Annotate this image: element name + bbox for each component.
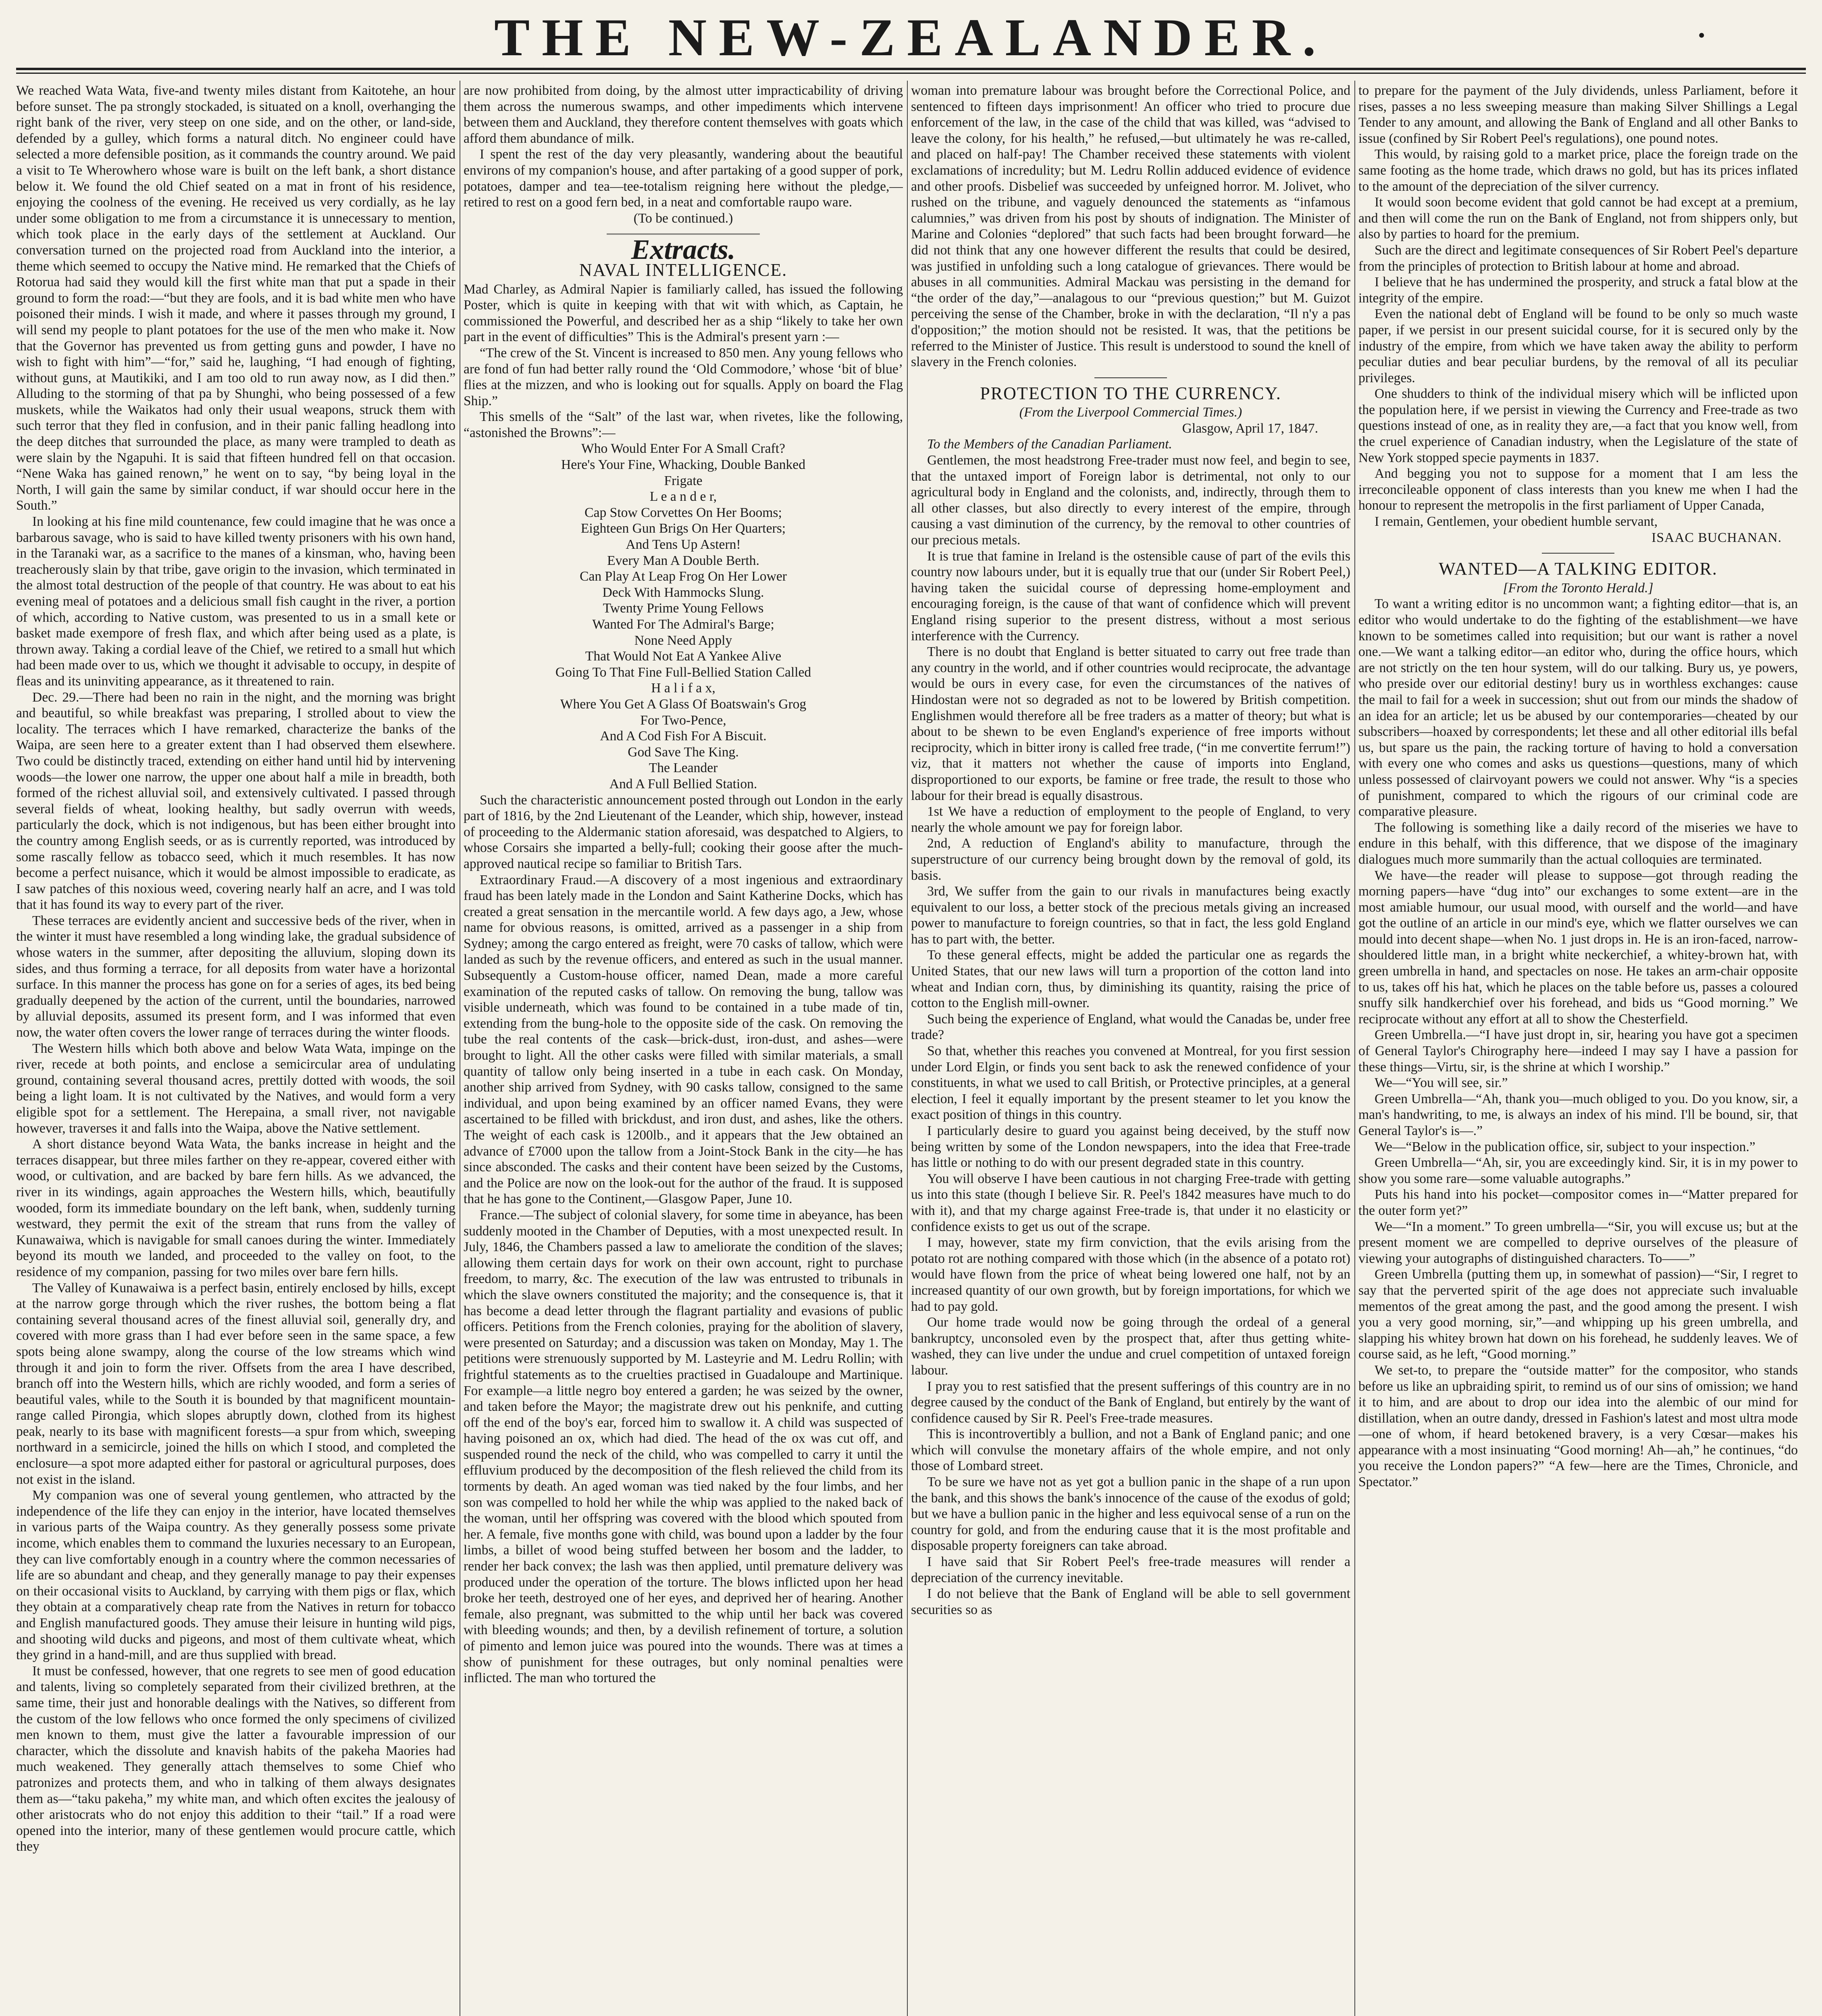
paragraph: I pray you to rest satisfied that the present sufferings of this country are in no degree caused by the conduct of the Bank of England, but entirely by the want of confidence caused by Sir R. Peel's Free-trade measures. — [911, 1379, 1350, 1426]
verse-line: Who Would Enter For A Small Craft? — [581, 441, 785, 456]
paragraph: Such the characteristic announcement posted through out London in the early part of 1816, by the 2nd Lieutenant of the Leander, which ship, however, instead of proceeding to the Aldermanic station aforesaid, was despatched to Algiers, to whose Corsairs she imparted a belly-full; cooking their goose after the much-approved nautical recipe so familiar to British Tars. — [464, 792, 903, 871]
masthead-rule — [16, 73, 1806, 74]
paragraph: We—“In a moment.” To green umbrella—“Sir, you will excuse us; but at the present moment we are compelled to deprive ourselves of the pleasure of viewing your autographs of distinguished characters. To——” — [1358, 1219, 1798, 1266]
paragraph: A short distance beyond Wata Wata, the banks increase in height and the terraces disappear, but three miles farther on they re-appear, covered either with wood, or cultivation, and are backed by bare fern hills. As we advanced, the river in its windings, again approaches the Western hills, which, beautifully wooded, form its immediate boundary on the left bank, when, suddenly turning westward, they permit the exit of the stream that runs from the valley of Kunawaiwa, which is navigable for small canoes during the winter. Immediately beyond its mouth we landed, and proceeded to the valley on foot, to the residence of my companion, passing for two miles over bare fern hills. — [16, 1137, 456, 1279]
paragraph: to prepare for the payment of the July dividends, unless Parliament, before it rises, passes a no less sweeping measure than making Silver Shillings a Legal Tender to any amount, and allowing the Bank of England and all other Banks to issue (confined by Sir Robert Peel's regulations), one pound notes. — [1358, 83, 1798, 146]
paragraph: 1st We have a reduction of employment to the people of England, to very nearly the whole amount we pay for foreign labor. — [911, 804, 1350, 835]
paragraph: Even the national debt of England will be found to be only so much waste paper, if we persist in our present suicidal course, for it is secured only by the industry of the empire, from which we have taken away the ability to perform peculiar duties and bear peculiar burdens, by the removal of all its peculiar privileges. — [1358, 306, 1798, 385]
dateline: Glasgow, April 17, 1847. — [1182, 421, 1318, 436]
paragraph: This is incontrovertibly a bullion, and not a Bank of England panic; and one which will convulse the monetary affairs of the whole empire, and not only those of Lombard street. — [911, 1427, 1350, 1474]
verse-line: That Would Not Eat A Yankee Alive — [585, 649, 782, 664]
paragraph: My companion was one of several young gentlemen, who attracted by the independence of the life they can enjoy in the interior, have located themselves in various parts of the Waipa country. As they generally possess some private income, which enables them to command the luxuries necessary to an European, they can live comfortably enough in a country where the common necessaries of life are so abundant and cheap, and they generally manage to pay their expenses on their occasional visits to Auckland, by carrying with them pigs or flax, which they obtain at a comparatively cheap rate from the Natives in return for tobacco and English manufactured goods. They amuse their leisure in hunting wild pigs, and shooting wild ducks and pigeons, and most of them cultivate wheat, which they grind in a hand-mill, and are thus supplied with bread. — [16, 1488, 456, 1663]
paragraph: Green Umbrella.—“I have just dropt in, sir, hearing you have got a specimen of General Taylor's Chirography here—indeed I may say I have a passion for these things—Virtu, sir, is the shrine at which I worship.” — [1358, 1027, 1798, 1075]
paragraph: Green Umbrella—“Ah, sir, you are exceedingly kind. Sir, it is in my power to show you some rare—some valuable autographs.” — [1358, 1155, 1798, 1186]
paragraph: There is no doubt that England is better situated to carry out free trade than any country in the world, and if other countries would reciprocate, the advantage would be ours in every case, for even the circumstances of the natives of Hindostan were not so degraded as not to be lowered by British competition. Englishmen would therefore all be free traders as a matter of theory; but what is about to be shewn to be even England's experience of free imports without reciprocity, which in bitter irony is called free trade, (“in me convertite ferrum!”) viz, that it matters not whether the cause of imports into England, disproportioned to our exports, be famine or free trade, the result to those who labour for their bread is equally disastrous. — [911, 644, 1350, 803]
verse-line: Eighteen Gun Brigs On Her Quarters; — [580, 521, 786, 536]
column-rule — [1354, 81, 1355, 2016]
paragraph: The Valley of Kunawaiwa is a perfect basin, entirely enclosed by hills, except at the narrow gorge through which the river rushes, the bottom being a flat containing several thousand acres of the finest alluvial soil, generally dry, and covered with more grass than I had ever before seen in the same space, a few spots being alone swampy, along the course of the low streams which wind through it and join to form the river. Offsets from the area I have described, branch off into the Western hills, which are richly wooded, and form a series of beautiful vales, while to the South it is bounded by that magnificent mountain-range called Pirongia, which slopes abruptly down, clothed from its highest peak, nearly to its base with magnificent forests—a spur from which, sweeping northward in a semicircle, joined the hills on which I stood, and completed the enclosure—a spot more adapted either for pastoral or agricultural purposes, does not exist in the island. — [16, 1280, 456, 1487]
column-rule — [907, 81, 908, 2016]
paragraph: The following is something like a daily record of the miseries we have to endure in this behalf, with this difference, that we dispose of the imaginary dialogues much more summarily than the actual colloquies are terminated. — [1358, 820, 1798, 867]
column-1 — [16, 83, 456, 2016]
paragraph: We—“You will see, sir.” — [1375, 1075, 1508, 1091]
paragraph: So that, whether this reaches you convened at Montreal, for you first session under Lord Elgin, or finds you sent back to ask the renewed confidence of your constituents, in what we used to call British, or Protective principles, at a general election, I feel it equally important by the present steamer to let you know the exact position of things in this country. — [911, 1043, 1350, 1123]
verse-line: For Two-Pence, — [640, 712, 726, 728]
to-be-continued: (To be continued.) — [633, 210, 733, 226]
verse-line: Frigate — [664, 473, 703, 488]
paragraph: This smells of the “Salt” of the last war, when rivetes, like the following, “astonished the Browns”:— — [464, 409, 903, 440]
paragraph: I do not believe that the Bank of England will be able to sell government securities so as — [911, 1586, 1350, 1617]
verse-line: And A Cod Fish For A Biscuit. — [600, 729, 767, 744]
verse-line: Can Play At Leap Frog On Her Lower — [580, 569, 787, 584]
paragraph: Green Umbrella (putting them up, in somewhat of passion)—“Sir, I regret to say that the perverted spirit of the age does not appreciate such invaluable mementos of the great among the past, and the good among the present. I wish you a very good morning, sir,”—and whipping up his green umbrella, and slapping his whitey brown hat down on his forehead, he suddenly leaves. We of course said, as he left, “Good morning.” — [1358, 1267, 1798, 1362]
section-divider — [1094, 377, 1167, 378]
paragraph: I have said that Sir Robert Peel's free-trade measures will render a depreciation of the currency inevitable. — [911, 1554, 1350, 1585]
section-divider — [1542, 553, 1614, 554]
paragraph: The Western hills which both above and below Wata Wata, impinge on the river, recede at both points, and enclose a semicircular area of undulating ground, containing several thousand acres, prettily dotted with woods, the soil being a light loam. It is not cultivated by the Natives, and would form a very eligible spot for a settlement. The Herepaina, a small river, not navigable however, traverses it and falls into the Waipa, above the Native settlement. — [16, 1041, 456, 1136]
paragraph: Green Umbrella—“Ah, thank you—much obliged to you. Do you know, sir, a man's handwriting, to me, is always an index of his mind. I'll be bound, sir, that General Taylor's is—.” — [1358, 1091, 1798, 1138]
paragraph: 2nd, A reduction of England's ability to manufacture, through the superstructure of our currency being brought down by the removal of gold, its basis. — [911, 836, 1350, 883]
paragraph: To these general effects, might be added the particular one as regards the United States, that our new laws will turn a proportion of the cotton land into wheat and Indian corn, thus, by diminishing its quantity, raising the price of cotton to the English mill-owner. — [911, 948, 1350, 1011]
paragraph: Dec. 29.—There had been no rain in the night, and the morning was bright and beautiful, so while breakfast was preparing, I strolled about to view the locality. The terraces which I have remarked, characterize the banks of the Waipa, are seen here to a greater extent than I had observed them elsewhere. Two could be distinctly traced, extending on either hand until hid by intervening woods—the lower one narrow, the upper one about half a mile in breadth, both formed of the richest alluvial soil, and extensively cultivated. I passed through several fields of wheat, looking healthy, but sadly overrun with weeds, particularly the dock, which is not indigenous, but has been either brought into the country among English seeds, or as is currently reported, was introduced by some rascally fellow as tobacco seed, which it much resembles. It has now become a perfect nuisance, which it would be almost impossible to eradicate, as I saw patches of this noxious weed, covering nearly half an acre, and I was told that it has found its way to every part of the river. — [16, 689, 456, 912]
verse-line: God Save The King. — [628, 744, 739, 760]
paragraph: I spent the rest of the day very pleasantly, wandering about the beautiful environs of my companion's house, and after partaking of a good supper of pork, potatoes, damper and tea—tee-totalism reigning here without the pledge,—retired to rest on a good fern bed, in a neat and comfortable raupo ware. — [464, 147, 903, 210]
paragraph: This would, by raising gold to a market price, place the foreign trade on the same footing as the home trade, which draws no gold, but has its prices inflated to the amount of the depreciation of the silver currency. — [1358, 147, 1798, 194]
paragraph: In looking at his fine mild countenance, few could imagine that he was once a barbarous savage, who is said to have killed twenty prisoners with his own hand, in the Taranaki war, as a sacrifice to the manes of a kinsman, who, having been treacherously slain by that tribe, gave origin to the invasion, which terminated in the almost total destruction of the people of that country. He was about to eat his evening meal of potatoes and a delicious small fish caught in the river, a portion of which, according to Native custom, was presented to us in a small kete or basket made exempore of fresh flax, and which after being used as a plate, is thrown away. Taking a cordial leave of the Chief, we retired to a small hut which had been made over to us, which we thought it advisable to occupy, in despite of fleas and its uninviting appearance, as it threatened to rain. — [16, 514, 456, 689]
signature: ISAAC BUCHANAN. — [1651, 530, 1782, 545]
column-2 — [464, 83, 903, 2016]
paragraph: To be sure we have not as yet got a bullion panic in the shape of a run upon the bank, and this shows the bank's innocence of the cause of the exodus of gold; but we have a bullion panic in the higher and less equivocal sense of a run on the country for gold, and from the enduring cause that it is the most profitable and disposable property foreigners can take abroad. — [911, 1475, 1350, 1554]
verse-line: Where You Get A Glass Of Boatswain's Grog — [560, 696, 807, 712]
verse-line: L e a n d e r, — [649, 489, 717, 504]
paragraph: 3rd, We suffer from the gain to our rivals in manufactures being exactly equivalent to our loss, a better stock of the precious metals giving an increased power to manufacture to foreign countries, so that in fact, the less gold England has to part with, the better. — [911, 884, 1350, 947]
paragraph: Puts his hand into his pocket—compositor comes in—“Matter prepared for the outer form yet?” — [1358, 1187, 1798, 1218]
paragraph: And begging you not to suppose for a moment that I am less the irreconcileable opponent of class interests than you knew me when I had the honour to represent the metropolis in the first parliament of Upper Canada, — [1358, 466, 1798, 513]
paragraph: woman into premature labour was brought before the Correctional Police, and sentenced to fifteen days imprisonment! An officer who tried to procure due enforcement of the law, in the case of the child that was killed, was “advised to leave the colony, for his health,” he refused,—but ultimately he was re-called, and placed on half-pay! The Chamber received these statements with violent exclamations of incredulity; but M. Ledru Rollin adduced evidence of evidence and other proofs. Disbelief was succeeded by unfeigned horror. M. Jolivet, who rushed on the tribune, and vaguely denounced the statements as “infamous calumnies,” was driven from his post by shouts of indignation. The Minister of Marine and Colonies “deplored” that such facts had been brought forward—he did not think that any one however different the results that could be desired, was justified in unfolding such a long catalogue of grievances. There would be abuses in all communities. Admiral Mackau was persisting in the demand for “the order of the day,”—analagous to our “previous question;” but M. Guizot perceiving the sense of the Chamber, broke in with the declaration, “Il n'y a pas d'opposition;” the motion should not be resisted. It was, that the petitions be referred to the Minister of Justice. This result is understood to sound the knell of slavery in the French colonies. — [911, 83, 1350, 370]
masthead — [16, 7, 1806, 70]
paragraph: We set-to, to prepare the “outside matter” for the compositor, who stands before us like an upbraiding spirit, to remind us of our sins of omission; we hand it to him, and are about to drop our idea into the alembic of our mind for distillation, when an outre dandy, dressed in Fashion's latest and most ultra mode—one of whom, if heard betokened bravery, is a very Cœsar—makes his appearance with a most insinuating “Good morning! Ah—ah,” he continues, “do you receive the London papers?” “A few—here are the Times, Chronicle, and Spectator.” — [1358, 1362, 1798, 1490]
verse-line: Twenty Prime Young Fellows — [603, 601, 764, 616]
verse-line: And A Full Bellied Station. — [609, 776, 757, 791]
column-3 — [911, 83, 1350, 2016]
paragraph: It would soon become evident that gold cannot be had except at a premium, and then will come the run on the Bank of England, not from shippers only, but also by parties to hoard for the premium. — [1358, 195, 1798, 242]
naval-intelligence-heading: NAVAL INTELLIGENCE. — [579, 260, 788, 280]
paragraph: Gentlemen, the most headstrong Free-trader must now feel, and begin to see, that the untaxed import of Foreign labor is detrimental, not only to our agricultural body in England and the colonists, and, indirectly, through them to all other classes, but also directly to every interest of the empire, through causing a vast diminution of the currency, by the removal to other countries of our precious metals. — [911, 453, 1350, 548]
verse-line: Going To That Fine Full-Bellied Station Called — [555, 664, 811, 680]
paragraph: Such being the experience of England, what would the Canadas be, under free trade? — [911, 1011, 1350, 1043]
verse-line: Every Man A Double Berth. — [607, 553, 759, 568]
verse-line: Here's Your Fine, Whacking, Double Banked — [561, 457, 805, 473]
paragraph-extraordinary-fraud: Extraordinary Fraud.—A discovery of a most ingenious and extraordinary fraud has been lately made in the London and Saint Katherine Docks, which has created a great sensation in the mercantile world. A few days ago, a Jew, whose name for obvious reasons, is omitted, arrived as a passenger in a ship from Sydney; among the cargo entered as freight, were 70 casks of tallow, which were landed as such by the revenue officers, and entered as such in the usual manner. Subsequently a Custom-house officer, named Dean, made a more careful examination of the reputed casks of tallow. On removing the bung, tallow was visible underneath, which was found to be contained in a tube made of tin, extending from the bung-hole to the opposite side of the cask. On removing the tube the real contents of the cask—brick-dust, iron-dust, and ashes—were brought to light. All the other casks were filled with similar materials, a small quantity of tallow only being inserted in a tube in each cask. On Monday, another ship arrived from Sydney, with 90 casks tallow, consigned to the same individual, and upon being examined by an officer named Evans, they were ascertained to be filled with brickdust, and iron dust, and ashes, like the others. The weight of each cask is 1200lb., and it appears that the Jew obtained an advance of £7000 upon the tallow from a Joint-Stock Bank in the city—he has since absconded. The casks and their content have been seized by the Customs, and the Police are now on the look-out for the author of the fraud. It is supposed that he has gone to the Continent,—Glasgow Paper, June 10. — [464, 872, 903, 1207]
paragraph: Such are the direct and legitimate consequences of Sir Robert Peel's departure from the principles of protection to British labour at home and abroad. — [1358, 242, 1798, 274]
talking-editor-heading: WANTED—A TALKING EDITOR. — [1439, 559, 1718, 579]
paragraph: We—“Below in the publication office, sir, subject to your inspection.” — [1375, 1139, 1755, 1154]
paragraph: I particularly desire to guard you against being deceived, by the stuff now being written by some of the London newspapers, into the idea that Free-trade has little or nothing to do with our present degraded state in this country. — [911, 1123, 1350, 1170]
paragraph: Our home trade would now be going through the ordeal of a general bankruptcy, unconsoled even by the prospect that, after thus getting white-washed, they can live under the undue and cruel competition of untaxed foreign labour. — [911, 1315, 1350, 1378]
paragraph: You will observe I have been cautious in not charging Free-trade with getting us into this state (though I believe Sir. R. Peel's 1842 measures have much to do with it), and that my charge against Free-trade is, that under it no elasticity or confidence exists to get us out of the scrape. — [911, 1171, 1350, 1234]
salutation: To the Members of the Canadian Parliament. — [927, 437, 1172, 452]
paragraph: One shudders to think of the individual misery which will be inflicted upon the population here, if we persist in viewing the Currency and Free-trade as two questions instead of one, as in reality they are,—a fact that you know well, from the cruel experience of Canadian industry, when the Legislature of the state of New York stopped specie payments in 1837. — [1358, 386, 1798, 465]
newspaper-title: THE NEW-ZEALANDER. — [494, 8, 1328, 67]
paragraph: “The crew of the St. Vincent is increased to 850 men. Any young fellows who are fond of fun had better rally round the ‘Old Commodore,’ whose ‘bit of blue’ flies at the mizzen, and who is looking out for squalls. Apply on board the Flag Ship.” — [464, 345, 903, 408]
verse-line: Cap Stow Corvettes On Her Booms; — [584, 505, 782, 520]
paragraph: To want a writing editor is no uncommon want; a fighting editor—that is, an editor who would undertake to do the fighting of the establishment—we have known to be sometimes called into requisition; but our want is rather a novel one.—We want a talking editor—an editor who, during the office hours, which are not strictly on the ten hour system, will do our talking. Bury us, ye powers, who preside over our editorial destiny! bury us in worthless exchanges: cause the mail to fail for a week in succession; shut out from our minds the shadow of an idea for an article; let us be abused by our contemporaries—cheated by our subscribers—hoaxed by correspondents; let these and all other editorial ills befal us, but spare us the pain, the racking torture of having to hold a conversation with every one who comes and asks us questions—questions, many of which unless possessed of clairvoyant powers we could not answer. Why “is a species of punishment, compared to which the rigours of our criminal code are comparative pleasure. — [1358, 596, 1798, 819]
verse-line: H a l i f a x, — [651, 681, 715, 696]
column-4 — [1358, 83, 1798, 2016]
letter-closing: I remain, Gentlemen, your obedient humble servant, — [1375, 514, 1658, 529]
verse-line: Deck With Hammocks Slung. — [602, 585, 764, 600]
verse-line: None Need Apply — [634, 633, 732, 648]
paragraph: Mad Charley, as Admiral Napier is familiarly called, has issued the following Poster, which is quite in keeping with that wit with which, as Captain, he commissioned the Powerful, and described her as a ship “likely to take her own part in the event of difficulties” This is the Admiral's present yarn :— — [464, 281, 903, 345]
paragraph: I may, however, state my firm conviction, that the evils arising from the potato rot are nothing compared with those which (in the absence of a potato rot) would have flown from the price of wheat being lowered one half, not by an increased quantity of our own growth, but by foreign importations, for which we had to pay gold. — [911, 1235, 1350, 1314]
verse-line: Wanted For The Admiral's Barge; — [592, 617, 774, 632]
currency-source: (From the Liverpool Commercial Times.) — [1019, 405, 1242, 420]
verse-line: The Leander — [649, 760, 718, 776]
recruiting-poster-verse — [464, 441, 903, 792]
masthead-mark: • — [1698, 24, 1705, 46]
extracts-heading: Extracts. — [631, 234, 736, 266]
paragraph: We have—the reader will please to suppose—got through reading the morning papers—have “dug into” our exchanges to some extent—are in the most amiable humour, our usual mood, with ourself and the world—and have got the outline of an article in our mind's eye, which we flatter ourselves we can mould into decent shape—when No. 1 just drops in. He is an iron-faced, narrow-shouldered little man, in a bright white neckerchief, a whitey-brown hat, with green umbrella in hand, and spectacles on nose. He takes an arm-chair opposite to us, takes off his hat, which he places on the table before us, passes a coloured snuffy silk handkerchief over his forehead, and bids us “Good morning.” We reciprocate without any effort at all to show the Chesterfield. — [1358, 868, 1798, 1027]
paragraph-france: France.—The subject of colonial slavery, for some time in abeyance, has been suddenly mooted in the Chamber of Deputies, with a most unexpected result. In July, 1846, the Chambers passed a law to ameliorate the condition of the slaves; allowing them certain days for work on their own account, right to purchase freedom, to marry, &c. The execution of the law was entrusted to tribunals in which the slave owners constituted the majority; and the consequence is, that it has become a dead letter through the flagrant partiality and evasions of public officers. Petitions from the French colonies, praying for the abolition of slavery, were presented on Saturday; and a discussion was taken on Monday, May 1. The petitions were strenuously supported by M. Lasteyrie and M. Ledru Rollin; with frightful statements as to the cruelties practised in Guadaloupe and Martinique. For example—a little negro boy entered a garden; he was seized by the owner, and taken before the Mayor; the magistrate drew out his penknife, and cutting off the end of the boy's ear, forced him to swallow it. A child was suspected of having poisoned an ox, which had died. The head of the ox was cut off, and suspended round the neck of the child, who was compelled to carry it until the effluvium produced by the decomposition of the flesh relieved the child from its torments by death. An aged woman was tied naked by the four limbs, and her son was compelled to hold her while the whip was applied to the naked back of the woman, until her offspring was covered with the blood which spouted from her. A female, five months gone with child, was bound upon a ladder by the four limbs, a billet of wood being stuffed between her bosom and the ladder, to render her back convex; the lash was then applied, until premature delivery was produced under the operation of the torture. The blows inflicted upon her head broke her teeth, destroyed one of her eyes, and deprived her of hearing. Another female, also pregnant, was submitted to the whip until her back was covered with bleeding wounds; and then, by a devilish refinement of torture, a solution of pimento and lemon juice was poured into the wounds. There was at times a show of punishment for these outrages, but only nominal penalties were inflicted. The man who tortured the — [464, 1207, 903, 1686]
paragraph: These terraces are evidently ancient and successive beds of the river, when in the winter it must have resembled a long winding lake, the gradual subsidence of whose waters in the summer, after depositing the alluvium, sloping down its sides, and thus forming a terrace, for all deposits from water have a horizontal surface. In this manner the process has gone on for a series of ages, its bed being gradually deepened by the action of the current, until the boundaries, narrowed by alluvial deposits, assumed its present form, and I was informed that even now, the water often covers the lower range of terraces during the winter floods. — [16, 913, 456, 1040]
article-travel-narrative — [16, 83, 456, 1855]
paragraph: It must be confessed, however, that one regrets to see men of good education and talents, living so completely separated from their civilized brethren, at the same time, their just and honorable dealings with the Natives, so different from the custom of the low fellows who once formed the only specimens of civilized men known to them, must give the latter a favourable impression of our character, which the dissolute and knavish habits of the pakeha Maories had much weakened. They generally attach themselves to some Chief who patronizes and protects them, and who in talking of them always designates them as—“taku pakeha,” my white man, and which often excites the jealousy of other aristocrats who do not enjoy this addition to their “tail.” If a road were opened into the interior, many of these gentlemen would procure cattle, which they — [16, 1663, 456, 1854]
verse-line: And Tens Up Astern! — [626, 537, 741, 552]
paragraph: are now prohibited from doing, by the almost utter impracticability of driving them across the numerous swamps, and other impediments which intervene between them and Auckland, they therefore content themselves with goats which afford them abundance of milk. — [464, 83, 903, 146]
talking-editor-source: [From the Toronto Herald.] — [1503, 580, 1654, 596]
currency-heading: PROTECTION TO THE CURRENCY. — [980, 383, 1281, 403]
paragraph: I believe that he has undermined the prosperity, and struck a fatal blow at the integrity of the empire. — [1358, 275, 1798, 306]
paragraph: It is true that famine in Ireland is the ostensible cause of part of the evils this country now labours under, but it is equally true that our (under Sir Robert Peel,) having taken the suicidal course of depressing home-employment and encouraging foreign, is the cause of that want of confidence which will prevent England rising superior to the present distress, without a most serious interference with the Currency. — [911, 548, 1350, 644]
paragraph: We reached Wata Wata, five-and twenty miles distant from Kaitotehe, an hour before sunset. The pa strongly stockaded, is situated on a knoll, overhanging the right bank of the river, very steep on one side, and on the other, or land-side, defended by a gulley, which forms a natural ditch. No engineer could have selected a more defensible position, as it commands the country around. We paid a visit to Te Wherowhero whose ware is built on the left bank, a short distance below it. We found the old Chief seated on a mat in front of his residence, enjoying the coolness of the evening. He received us very cordially, as he lay under some obligation to me from a circumstance it is unnecessary to mention, which took place in the early days of the settlement at Auckland. Our conversation turned on the projected road from Auckland into the interior, a theme which seemed to occupy the Native mind. He remarked that the Chiefs of Rotorua had said they would kill the first white man that put a spade in their ground to form the road:—“but they are fools, and it is bad white men who have poisoned their minds. I wish it made, and where it passes through my ground, I will send my people to plant potatoes for the use of the men who make it. Now that the Governor has prevented us from getting guns and powder, I have no wish to fight with him”—“for,” said he, laughing, “I had enough of fighting, without guns, at Mautikiki, and I am too old to run away now, as I did then.” Alluding to the storming of that pa by Shunghi, who being possessed of a few muskets, while the Waikatos had only their usual weapons, struck them with such terror that they fled in confusion, and in their panic falling headlong into the deep ditches that surrounded the place, as many were trampled to death as were slain by the Ngapuhi. It is said that fifteen hundred fell on that occasion. “Nene Waka has gained renown,” he went on to say, “by being loyal in the North, I will gain the same by similar conduct, if war should occur here in the South.” — [16, 83, 456, 513]
